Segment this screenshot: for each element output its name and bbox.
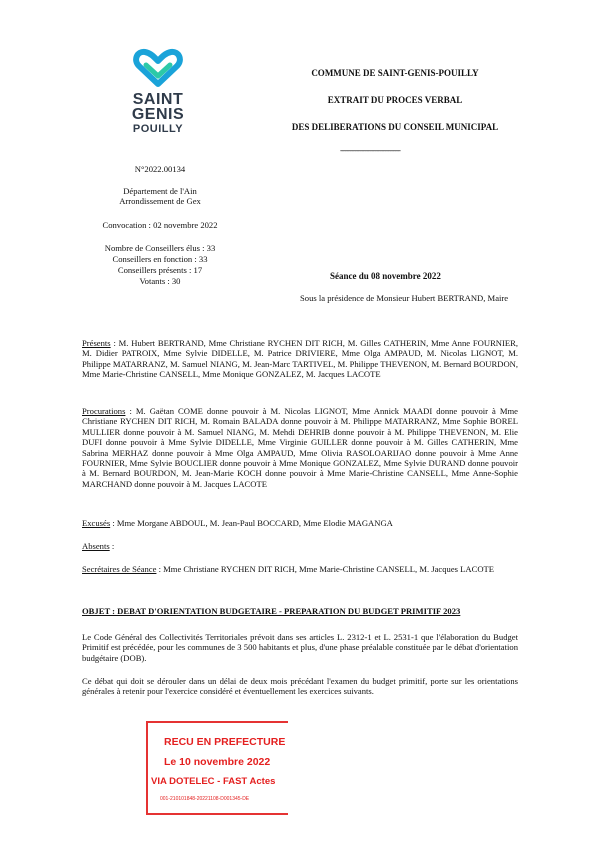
excuses-text: : Mme Morgane ABDOUL, M. Jean-Paul BOCCARD, Mme Elodie MAGANGA	[110, 518, 393, 528]
absents-paragraph	[82, 541, 518, 551]
objet-title: OBJET : DEBAT D'ORIENTATION BUDGETAIRE - PREPARATION DU BUDGET PRIMITIF 2023	[82, 606, 461, 616]
logo-line-genis: GENIS	[131, 106, 185, 123]
logo-line-saint: SAINT	[132, 91, 184, 108]
secretaires-text: : Mme Christiane RYCHEN DIT RICH, Mme Marie-Christine CANSELL, M. Jacques LACOTE	[156, 564, 495, 574]
procurations-text: : M. Gaëtan COME donne pouvoir à M. Nicolas LIGNOT, Mme Annick MAADI donne pouvoir à Mme Christiane RYCHEN DIT RICH, M. Romain BALADA donne pouvoir à M. Philippe MATARRANZ, Mme Sophie BOREL MULLIER donne pouvoir à M. Samuel NIANG, M. Mehdi DEHRIB donne pouvoir à M. Philippe THEVENON, M. Elie DUFI donne pouvoir à Mme Sylvie DIDELLE, Mme Virginie GUILLER donne pouvoir à M. Gilles CATHERIN, Mme Sabrina MERHAZ donne pouvoir à Mme Olga AMPAUD, Mme Olivia RASOLOARIJAO donne pouvoir à Mme Anne FOURNIER, Mme Sylvie BOUCLIER donne pouvoir à Mme Monique GONZALEZ, Mme Sylvie DURAND donne pouvoir à M. Bernard BOURDON, M. Jean-Marie KOCH donne pouvoir à Mme Marie-Christine CANSELL, Mme Anne-Sophie MARCHAND donne pouvoir à M. Jacques LACOTE	[82, 406, 518, 489]
header-separator: ------------------------------------	[340, 146, 400, 155]
presents-label: Présents	[82, 338, 111, 348]
logo-line-pouilly: POUILLY	[132, 123, 184, 135]
excuses-paragraph	[82, 518, 518, 528]
seance-date: Séance du 08 novembre 2022	[330, 271, 441, 281]
heart-logo-icon	[131, 48, 185, 88]
presidence: Sous la présidence de Monsieur Hubert BERTRAND, Maire	[300, 293, 509, 303]
header-block	[270, 68, 520, 149]
convocation-date: Convocation : 02 novembre 2022	[102, 220, 218, 230]
deliberation-number: N°2022.00134	[134, 164, 186, 174]
header-extrait: EXTRAIT DU PROCES VERBAL	[327, 95, 463, 105]
secretaires-label: Secrétaires de Séance	[82, 564, 157, 574]
presents-text: : M. Hubert BERTRAND, Mme Christiane RYCHEN DIT RICH, M. Gilles CATHERIN, Mme Anne FOURNIER, M. Didier PATROIX, Mme Sylvie DIDELLE, M. Patrice DRIVIERE, Mme Olga AMPAUD, M. Nicolas LIGNOT, M. Philippe MATARRANZ, M. Samuel NIANG, M. Jean-Marc TARTIVEL, M. Philippe THEVENON, M. Bernard BOURDON, Mme Marie-Christine CANSELL, Mme Monique GONZALEZ, M. Jacques LACOTE	[82, 338, 518, 380]
body-paragraph-1: Le Code Général des Collectivités Territoriales prévoit dans ses articles L. 2312-1 et L. 2531-1 que l'élaboration du Budget Primitif est précédée, pour les communes de 3 500 habitants et plus, d'une phase préalable constituée par le débat d'orientation budgétaire (DOB).	[82, 632, 518, 663]
conseillers-fonction: Conseillers en fonction : 33	[112, 254, 208, 264]
logo-wordmark	[118, 92, 198, 137]
presents-paragraph	[82, 338, 518, 380]
absents-label: Absents	[82, 541, 110, 551]
stamp-line-reference: 001-210101848-20221108-D001345-DE	[160, 796, 250, 802]
secretaires-paragraph	[82, 564, 518, 574]
conseillers-elus: Nombre de Conseillers élus : 33	[104, 243, 216, 253]
votants: Votants : 30	[139, 276, 181, 286]
stamp-line-recu: RECU EN PREFECTURE	[164, 736, 286, 748]
procurations-label: Procurations	[82, 406, 126, 416]
header-commune: COMMUNE DE SAINT-GENIS-POUILLY	[311, 68, 479, 78]
stamp-line-via: VIA DOTELEC - FAST Actes	[151, 776, 276, 787]
arrondissement: Arrondissement de Gex	[119, 196, 201, 206]
excuses-label: Excusés	[82, 518, 111, 528]
absents-text: :	[109, 541, 115, 551]
body-paragraph-2: Ce débat qui doit se dérouler dans un délai de deux mois précédant l'examen du budget primitif, porte sur les orientations générales à retenir pour l'exercice considéré et éventuellement les exercices suivants.	[82, 676, 518, 697]
prefecture-stamp	[146, 721, 288, 815]
departement: Département de l'Ain	[123, 186, 197, 196]
procurations-paragraph	[82, 406, 518, 489]
stamp-line-date: Le 10 novembre 2022	[164, 756, 271, 768]
commune-logo	[118, 48, 198, 137]
conseillers-presents: Conseillers présents : 17	[117, 265, 203, 275]
header-deliberations: DES DELIBERATIONS DU CONSEIL MUNICIPAL	[291, 122, 499, 132]
